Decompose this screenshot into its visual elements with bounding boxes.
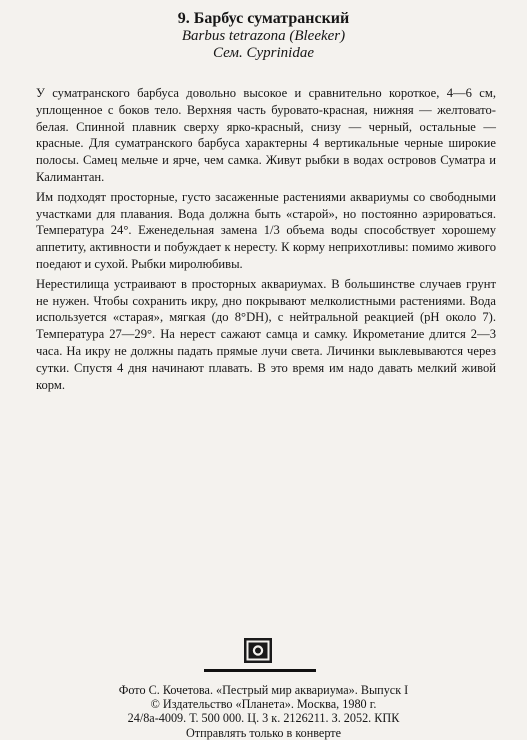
footer-line-print-data: 24/8а-4009. Т. 500 000. Ц. 3 к. 2126211. З. 2052. КПК (127, 711, 400, 726)
family-name: Сем. Cyprinidae (213, 45, 314, 61)
page-title: 9. Барбус суматранский (177, 10, 350, 27)
footer-line-publisher: © Издательство «Планета». Москва, 1980 г. (150, 697, 377, 712)
description-text (36, 85, 496, 396)
paragraph-appearance: У суматранского барбуса довольно высокое и сравнительно короткое, 4—6 см, уплощенное с боков тело. Верхняя часть буровато-красная, нижняя — желтовато-белая. Спинной плавник сверху ярко-красный, снизу — черный, остальные — красные. Для суматранского барбуса характерны 4 вертикальные черные широкие полосы. Самец мельче и ярче, чем самка. Живут рыбки в водах островов Суматра и Калимантан. (36, 86, 496, 184)
publication-info (0, 683, 527, 740)
latin-name: Barbus tetrazona (Bleeker) (181, 28, 346, 44)
paragraph-breeding: Нерестилища устраивают в просторных аквариумах. В большинстве случаев грунт не нужен. Чтобы сохранить икру, дно покрывают мелколистными растениями. Вода используется «старая», мягкая (до 8°DH), с нейтральной реакцией (pH около 7). Температура 27—29°. На нерест сажают самца и самку. Икрометание длится 2—3 часа. На икру не должны падать прямые лучи света. Личинки выклевываются через сутки. Спустя 4 дня начинают плавать. В это время им надо давать мелкий живой корм. (36, 276, 496, 392)
paragraph-keeping: Им подходят просторные, густо засаженные растениями аквариумы со свободными участками для плавания. Вода должна быть «старой», но постоянно аэрироваться. Температура 24°. Еженедельная замена 1/3 объема воды способствует хорошему аппетиту, активности и побуждает к нересту. К корму неприхотливы: помимо живого поедают и сухой. Рыбки миролюбивы. (36, 189, 496, 271)
card-header (0, 10, 527, 62)
publisher-logo-icon (243, 637, 273, 665)
footer-line-mailing: Отправлять только в конверте (185, 725, 342, 740)
footer-line-photo: Фото С. Кочетова. «Пестрый мир аквариума». Выпуск I (118, 683, 409, 697)
footer-divider (204, 669, 316, 672)
